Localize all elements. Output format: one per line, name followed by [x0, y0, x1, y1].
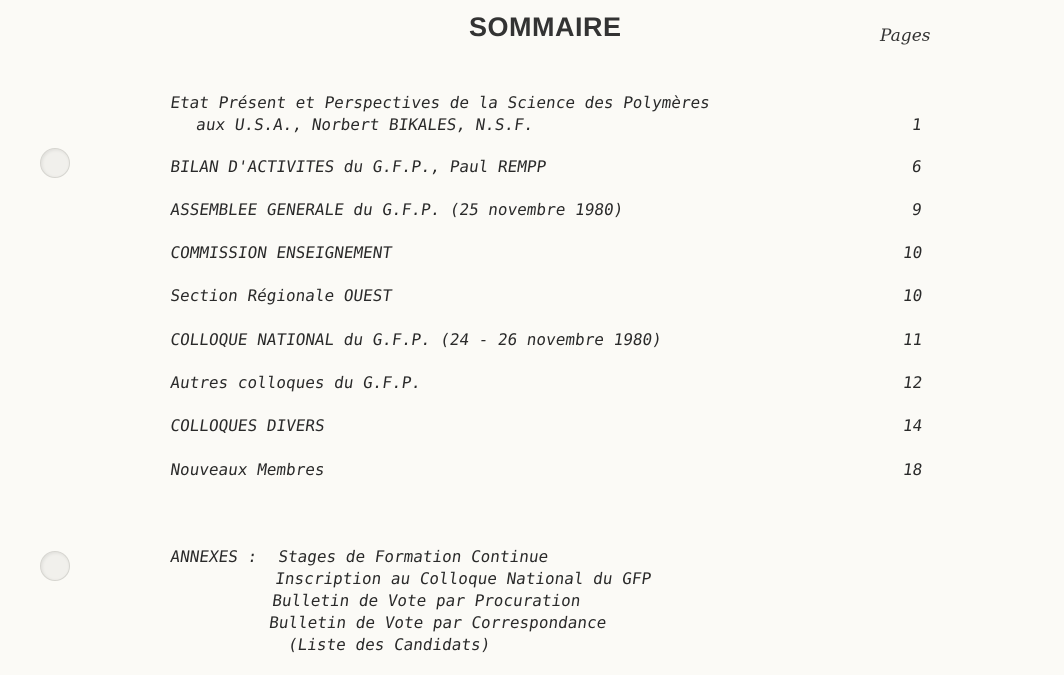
- toc-entry-page: 10: [901, 243, 924, 262]
- page-title: SOMMAIRE: [469, 12, 622, 42]
- annex-item: (Liste des Candidats): [286, 635, 492, 654]
- toc-entry-title: COMMISSION ENSEIGNEMENT: [169, 243, 394, 262]
- annex-item: Stages de Formation Continue: [277, 547, 550, 566]
- toc-entry-page: 11: [901, 330, 924, 349]
- annexes-label: ANNEXES :: [169, 547, 259, 566]
- annex-item: Inscription au Colloque National du GFP: [274, 569, 653, 588]
- annexes-list: [265, 546, 656, 656]
- toc-entry-title: [166, 92, 712, 136]
- binder-hole: [40, 551, 70, 581]
- annex-item: Bulletin de Vote par Correspondance: [267, 613, 608, 632]
- toc-entry-title: Nouveaux Membres: [169, 460, 326, 479]
- toc-entry-title: BILAN D'ACTIVITES du G.F.P., Paul REMPP: [169, 157, 548, 176]
- toc-entry-page: 9: [911, 200, 924, 219]
- annex-item: Bulletin de Vote par Procuration: [271, 591, 582, 610]
- toc-entry-line: aux U.S.A., Norbert BIKALES, N.S.F.: [166, 115, 535, 134]
- toc-entry-line: Etat Présent et Perspectives de la Science des Polymères: [169, 93, 712, 112]
- toc-entry-page: 10: [901, 286, 924, 305]
- toc-entry-title: COLLOQUES DIVERS: [169, 416, 326, 435]
- toc-entry-title: COLLOQUE NATIONAL du G.F.P. (24 - 26 novembre 1980): [169, 330, 664, 349]
- toc-entry-page: 14: [901, 416, 924, 435]
- toc-entry-title: Autres colloques du G.F.P.: [169, 373, 423, 392]
- toc-entry-page: 1: [911, 115, 924, 134]
- toc-entry-page: 12: [901, 373, 924, 392]
- pages-column-header: Pages: [880, 26, 931, 46]
- toc-entry-title: Section Régionale OUEST: [169, 286, 394, 305]
- toc-entry-page: 18: [901, 460, 924, 479]
- binder-hole: [40, 148, 70, 178]
- toc-entry-title: ASSEMBLEE GENERALE du G.F.P. (25 novembre 1980): [169, 200, 625, 219]
- toc-entry-page: 6: [911, 157, 924, 176]
- annexes-section: [157, 546, 656, 656]
